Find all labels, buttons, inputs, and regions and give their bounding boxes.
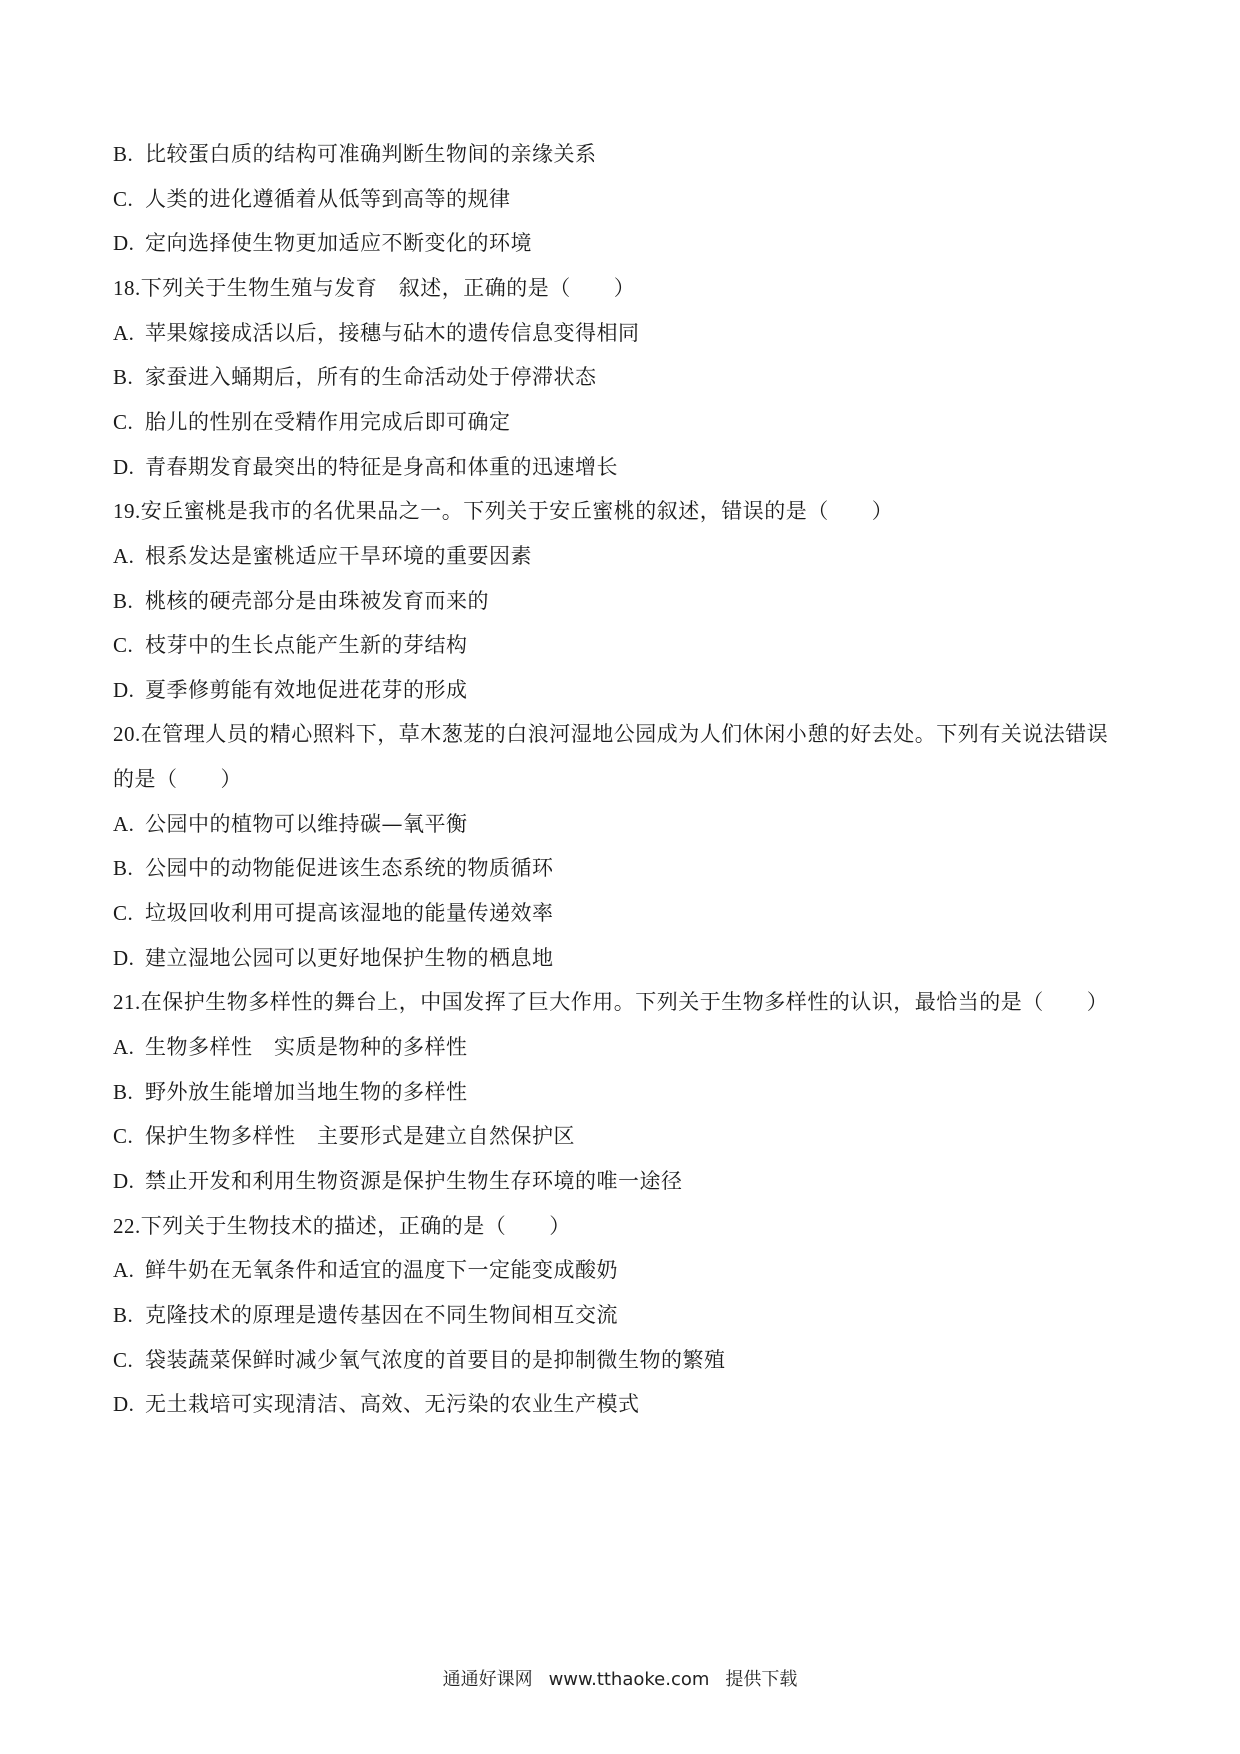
option-letter: D. [113,1392,135,1416]
option-letter: D. [113,231,135,255]
option-letter: A. [113,544,135,568]
option-letter: D. [113,678,135,702]
answer-option [113,1166,683,1196]
option-text: 苹果嫁接成活以后，接穗与砧木的遗传信息变得相同 [145,321,640,345]
question-number: 18. [113,276,141,300]
option-text: 公园中的植物可以维持碳—氧平衡 [145,812,468,836]
question-text: 的是（ ） [113,767,242,791]
option-letter: C. [113,410,134,434]
option-letter: C. [113,633,134,657]
option-text: 青春期发育最突出的特征是身高和体重的迅速增长 [145,455,618,479]
question-stem [113,987,1108,1017]
option-letter: B. [113,1303,134,1327]
question-number: 20. [113,722,141,746]
option-letter: A. [113,812,135,836]
answer-option [113,675,468,705]
answer-option [113,630,468,660]
answer-option [113,184,511,214]
answer-option [113,809,468,839]
option-text: 鲜牛奶在无氧条件和适宜的温度下一定能变成酸奶 [145,1258,618,1282]
option-text: 克隆技术的原理是遗传基因在不同生物间相互交流 [145,1303,618,1327]
question-continuation [113,764,242,794]
answer-option [113,943,554,973]
option-text: 比较蛋白质的结构可准确判断生物间的亲缘关系 [145,142,597,166]
answer-option [113,1255,618,1285]
option-text: 胎儿的性别在受精作用完成后即可确定 [145,410,511,434]
answer-option [113,407,511,437]
question-text: 在管理人员的精心照料下，草木葱茏的白浪河湿地公园成为人们休闲小憩的好去处。下列有关说法错误 [140,722,1109,746]
option-letter: D. [113,946,135,970]
answer-option [113,1300,618,1330]
option-letter: C. [113,901,134,925]
answer-option [113,1032,468,1062]
option-letter: B. [113,856,134,880]
option-text: 无土栽培可实现清洁、高效、无污染的农业生产模式 [145,1392,640,1416]
option-text: 人类的进化遵循着从低等到高等的规律 [145,187,511,211]
answer-option [113,139,597,169]
answer-option [113,1077,468,1107]
footer-action: 提供下载 [725,1669,798,1690]
option-letter: B. [113,1080,134,1104]
answer-option [113,1345,726,1375]
option-letter: D. [113,1169,135,1193]
option-letter: D. [113,455,135,479]
answer-option [113,541,532,571]
question-stem [113,719,1108,749]
question-stem [113,496,893,526]
page-footer [0,1667,1240,1693]
option-letter: A. [113,1035,135,1059]
option-text: 枝芽中的生长点能产生新的芽结构 [145,633,468,657]
option-text: 保护生物多样性 主要形式是建立自然保护区 [145,1124,575,1148]
answer-option [113,452,618,482]
answer-option [113,228,532,258]
question-number: 19. [113,499,141,523]
option-text: 野外放生能增加当地生物的多样性 [145,1080,468,1104]
answer-option [113,318,640,348]
option-letter: A. [113,321,135,345]
question-stem [113,273,635,303]
option-text: 家蚕进入蛹期后，所有的生命活动处于停滞状态 [145,365,597,389]
option-letter: B. [113,589,134,613]
question-number: 22. [113,1214,141,1238]
option-text: 根系发达是蜜桃适应干旱环境的重要因素 [145,544,532,568]
option-letter: C. [113,187,134,211]
footer-url[interactable]: www.tthaoke.com [548,1669,710,1690]
option-letter: C. [113,1348,134,1372]
answer-option [113,362,597,392]
option-text: 建立湿地公园可以更好地保护生物的栖息地 [145,946,554,970]
option-letter: C. [113,1124,134,1148]
question-text: 下列关于生物技术的描述，正确的是（ ） [140,1214,571,1238]
question-text: 在保护生物多样性的舞台上，中国发挥了巨大作用。下列关于生物多样性的认识，最恰当的是（ ） [140,990,1109,1014]
answer-option [113,1389,640,1419]
question-number: 21. [113,990,141,1014]
option-text: 袋装蔬菜保鲜时减少氧气浓度的首要目的是抑制微生物的繁殖 [145,1348,726,1372]
option-letter: A. [113,1258,135,1282]
option-text: 桃核的硬壳部分是由珠被发育而来的 [145,589,489,613]
option-letter: B. [113,142,134,166]
answer-option [113,853,554,883]
option-letter: B. [113,365,134,389]
option-text: 禁止开发和利用生物资源是保护生物生存环境的唯一途径 [145,1169,683,1193]
answer-option [113,586,489,616]
footer-site-name: 通通好课网 [442,1669,533,1690]
answer-option [113,898,554,928]
question-stem [113,1211,571,1241]
option-text: 公园中的动物能促进该生态系统的物质循环 [145,856,554,880]
option-text: 垃圾回收利用可提高该湿地的能量传递效率 [145,901,554,925]
option-text: 定向选择使生物更加适应不断变化的环境 [145,231,532,255]
question-text: 安丘蜜桃是我市的名优果品之一。下列关于安丘蜜桃的叙述，错误的是（ ） [140,499,894,523]
option-text: 生物多样性 实质是物种的多样性 [145,1035,468,1059]
answer-option [113,1121,575,1151]
option-text: 夏季修剪能有效地促进花芽的形成 [145,678,468,702]
question-text: 下列关于生物生殖与发育 叙述，正确的是（ ） [140,276,636,300]
